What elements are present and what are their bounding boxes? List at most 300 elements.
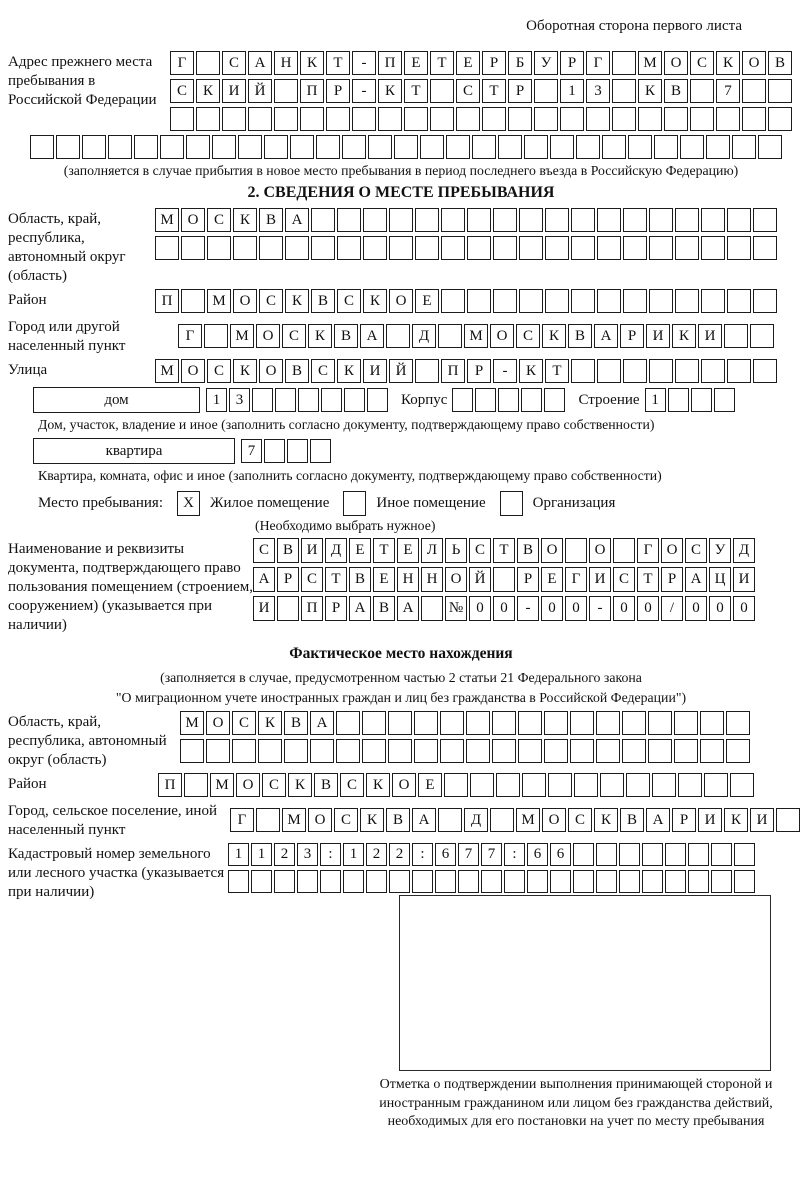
char-cell[interactable]: [652, 773, 676, 797]
char-cell[interactable]: [435, 870, 456, 893]
char-cell[interactable]: Д: [325, 538, 347, 563]
char-cell[interactable]: И: [750, 808, 774, 832]
char-cell[interactable]: Т: [493, 538, 515, 563]
char-cell[interactable]: О: [542, 808, 566, 832]
char-cell[interactable]: [466, 739, 490, 763]
char-cell[interactable]: [320, 870, 341, 893]
char-cell[interactable]: Р: [620, 324, 644, 348]
char-cell[interactable]: С: [207, 359, 231, 383]
char-cell[interactable]: [524, 135, 548, 159]
char-cell[interactable]: 6: [550, 843, 571, 866]
char-cell[interactable]: С: [222, 51, 246, 75]
char-cell[interactable]: [550, 135, 574, 159]
char-cell[interactable]: [724, 324, 748, 348]
char-cell[interactable]: В: [259, 208, 283, 232]
char-cell[interactable]: О: [445, 567, 467, 592]
char-cell[interactable]: Р: [467, 359, 491, 383]
char-cell[interactable]: С: [469, 538, 491, 563]
char-cell[interactable]: Е: [415, 289, 439, 313]
actual-region-row-1[interactable]: [180, 711, 750, 735]
char-cell[interactable]: [545, 236, 569, 260]
char-cell[interactable]: Р: [277, 567, 299, 592]
char-cell[interactable]: У: [709, 538, 731, 563]
char-cell[interactable]: [571, 236, 595, 260]
char-cell[interactable]: [649, 289, 673, 313]
char-cell[interactable]: [550, 870, 571, 893]
char-cell[interactable]: [458, 870, 479, 893]
char-cell[interactable]: [404, 107, 428, 131]
char-cell[interactable]: [600, 773, 624, 797]
char-cell[interactable]: С: [262, 773, 286, 797]
char-cell[interactable]: М: [207, 289, 231, 313]
char-cell[interactable]: П: [158, 773, 182, 797]
char-cell[interactable]: [481, 870, 502, 893]
char-cell[interactable]: [467, 208, 491, 232]
char-cell[interactable]: К: [258, 711, 282, 735]
char-cell[interactable]: [212, 135, 236, 159]
char-cell[interactable]: [648, 739, 672, 763]
char-cell[interactable]: И: [733, 567, 755, 592]
char-cell[interactable]: К: [233, 359, 257, 383]
char-cell[interactable]: [316, 135, 340, 159]
char-cell[interactable]: С: [301, 567, 323, 592]
char-cell[interactable]: [290, 135, 314, 159]
char-cell[interactable]: К: [366, 773, 390, 797]
char-cell[interactable]: [388, 711, 412, 735]
char-cell[interactable]: [446, 135, 470, 159]
char-cell[interactable]: Н: [397, 567, 419, 592]
char-cell[interactable]: [570, 711, 594, 735]
char-cell[interactable]: Д: [412, 324, 436, 348]
char-cell[interactable]: 1: [228, 843, 249, 866]
char-cell[interactable]: Т: [373, 538, 395, 563]
char-cell[interactable]: [258, 739, 282, 763]
char-cell[interactable]: [82, 135, 106, 159]
district-row[interactable]: [155, 289, 777, 313]
char-cell[interactable]: С: [311, 359, 335, 383]
char-cell[interactable]: Ь: [445, 538, 467, 563]
char-cell[interactable]: [274, 79, 298, 103]
char-cell[interactable]: 0: [709, 596, 731, 621]
char-cell[interactable]: [576, 135, 600, 159]
char-cell[interactable]: М: [180, 711, 204, 735]
char-cell[interactable]: [508, 107, 532, 131]
char-cell[interactable]: [441, 289, 465, 313]
char-cell[interactable]: [742, 107, 766, 131]
char-cell[interactable]: [284, 739, 308, 763]
apartment-type-box[interactable]: [33, 438, 235, 464]
apartment-number-cells[interactable]: [241, 439, 331, 463]
char-cell[interactable]: [691, 388, 712, 412]
char-cell[interactable]: [222, 107, 246, 131]
char-cell[interactable]: Г: [178, 324, 202, 348]
char-cell[interactable]: [612, 107, 636, 131]
char-cell[interactable]: [701, 208, 725, 232]
char-cell[interactable]: [596, 843, 617, 866]
char-cell[interactable]: [498, 388, 519, 412]
char-cell[interactable]: [108, 135, 132, 159]
char-cell[interactable]: С: [259, 289, 283, 313]
char-cell[interactable]: В: [620, 808, 644, 832]
char-cell[interactable]: В: [277, 538, 299, 563]
char-cell[interactable]: К: [716, 51, 740, 75]
char-cell[interactable]: Г: [586, 51, 610, 75]
char-cell[interactable]: А: [248, 51, 272, 75]
house-number-cells[interactable]: [206, 388, 388, 412]
char-cell[interactable]: У: [534, 51, 558, 75]
char-cell[interactable]: М: [282, 808, 306, 832]
char-cell[interactable]: Е: [397, 538, 419, 563]
char-cell[interactable]: В: [311, 289, 335, 313]
street-row[interactable]: [155, 359, 777, 383]
char-cell[interactable]: 7: [716, 79, 740, 103]
char-cell[interactable]: О: [661, 538, 683, 563]
char-cell[interactable]: [456, 107, 480, 131]
char-cell[interactable]: [675, 289, 699, 313]
char-cell[interactable]: -: [589, 596, 611, 621]
char-cell[interactable]: [586, 107, 610, 131]
char-cell[interactable]: 0: [469, 596, 491, 621]
char-cell[interactable]: 0: [613, 596, 635, 621]
char-cell[interactable]: [690, 79, 714, 103]
char-cell[interactable]: Е: [373, 567, 395, 592]
char-cell[interactable]: [285, 236, 309, 260]
char-cell[interactable]: [363, 208, 387, 232]
char-cell[interactable]: А: [310, 711, 334, 735]
char-cell[interactable]: К: [363, 289, 387, 313]
char-cell[interactable]: [196, 107, 220, 131]
char-cell[interactable]: [336, 739, 360, 763]
char-cell[interactable]: Й: [389, 359, 413, 383]
char-cell[interactable]: [337, 236, 361, 260]
char-cell[interactable]: О: [259, 359, 283, 383]
char-cell[interactable]: [412, 870, 433, 893]
char-cell[interactable]: Т: [545, 359, 569, 383]
korpus-cells[interactable]: [452, 388, 565, 412]
char-cell[interactable]: [623, 359, 647, 383]
char-cell[interactable]: М: [516, 808, 540, 832]
actual-district-row[interactable]: [158, 773, 754, 797]
char-cell[interactable]: [207, 236, 231, 260]
char-cell[interactable]: [688, 843, 709, 866]
char-cell[interactable]: [415, 208, 439, 232]
char-cell[interactable]: №: [445, 596, 467, 621]
char-cell[interactable]: [565, 538, 587, 563]
char-cell[interactable]: [527, 870, 548, 893]
char-cell[interactable]: К: [300, 51, 324, 75]
char-cell[interactable]: [597, 208, 621, 232]
char-cell[interactable]: [573, 843, 594, 866]
char-cell[interactable]: В: [568, 324, 592, 348]
char-cell[interactable]: [475, 388, 496, 412]
char-cell[interactable]: [326, 107, 350, 131]
char-cell[interactable]: [701, 289, 725, 313]
char-cell[interactable]: [571, 359, 595, 383]
char-cell[interactable]: [181, 236, 205, 260]
char-cell[interactable]: [274, 107, 298, 131]
char-cell[interactable]: Р: [508, 79, 532, 103]
char-cell[interactable]: 6: [435, 843, 456, 866]
char-cell[interactable]: Е: [456, 51, 480, 75]
char-cell[interactable]: [204, 324, 228, 348]
char-cell[interactable]: О: [233, 289, 257, 313]
char-cell[interactable]: 1: [206, 388, 227, 412]
char-cell[interactable]: [753, 236, 777, 260]
char-cell[interactable]: [622, 711, 646, 735]
char-cell[interactable]: В: [284, 711, 308, 735]
char-cell[interactable]: Р: [517, 567, 539, 592]
char-cell[interactable]: [287, 439, 308, 463]
char-cell[interactable]: В: [768, 51, 792, 75]
char-cell[interactable]: [362, 711, 386, 735]
char-cell[interactable]: К: [233, 208, 257, 232]
char-cell[interactable]: М: [155, 359, 179, 383]
char-cell[interactable]: [700, 711, 724, 735]
char-cell[interactable]: О: [308, 808, 332, 832]
char-cell[interactable]: [571, 289, 595, 313]
char-cell[interactable]: О: [389, 289, 413, 313]
organization-checkbox[interactable]: [500, 491, 523, 516]
char-cell[interactable]: [180, 739, 204, 763]
char-cell[interactable]: С: [232, 711, 256, 735]
char-cell[interactable]: [534, 107, 558, 131]
char-cell[interactable]: [706, 135, 730, 159]
char-cell[interactable]: 0: [685, 596, 707, 621]
char-cell[interactable]: [642, 870, 663, 893]
char-cell[interactable]: К: [519, 359, 543, 383]
char-cell[interactable]: Г: [637, 538, 659, 563]
char-cell[interactable]: [753, 289, 777, 313]
char-cell[interactable]: [626, 773, 650, 797]
char-cell[interactable]: П: [155, 289, 179, 313]
char-cell[interactable]: [638, 107, 662, 131]
char-cell[interactable]: [664, 107, 688, 131]
char-cell[interactable]: [597, 289, 621, 313]
char-cell[interactable]: К: [638, 79, 662, 103]
char-cell[interactable]: Н: [421, 567, 443, 592]
char-cell[interactable]: [574, 773, 598, 797]
char-cell[interactable]: Р: [672, 808, 696, 832]
char-cell[interactable]: [386, 324, 410, 348]
char-cell[interactable]: -: [517, 596, 539, 621]
char-cell[interactable]: Т: [326, 51, 350, 75]
previous-address-row-3[interactable]: [170, 107, 792, 131]
char-cell[interactable]: [414, 739, 438, 763]
char-cell[interactable]: [612, 79, 636, 103]
char-cell[interactable]: [344, 388, 365, 412]
char-cell[interactable]: О: [589, 538, 611, 563]
char-cell[interactable]: И: [253, 596, 275, 621]
cadastral-row-1[interactable]: [228, 843, 755, 866]
char-cell[interactable]: [264, 439, 285, 463]
char-cell[interactable]: К: [288, 773, 312, 797]
char-cell[interactable]: [665, 870, 686, 893]
char-cell[interactable]: [430, 79, 454, 103]
char-cell[interactable]: 6: [527, 843, 548, 866]
char-cell[interactable]: 2: [366, 843, 387, 866]
char-cell[interactable]: С: [334, 808, 358, 832]
char-cell[interactable]: [596, 711, 620, 735]
char-cell[interactable]: [732, 135, 756, 159]
char-cell[interactable]: [367, 388, 388, 412]
char-cell[interactable]: [711, 870, 732, 893]
city-row[interactable]: [178, 324, 774, 348]
char-cell[interactable]: [734, 870, 755, 893]
char-cell[interactable]: А: [349, 596, 371, 621]
char-cell[interactable]: 7: [481, 843, 502, 866]
char-cell[interactable]: [519, 236, 543, 260]
char-cell[interactable]: [311, 236, 335, 260]
char-cell[interactable]: [56, 135, 80, 159]
char-cell[interactable]: С: [568, 808, 592, 832]
char-cell[interactable]: Т: [482, 79, 506, 103]
char-cell[interactable]: [675, 208, 699, 232]
char-cell[interactable]: [727, 359, 751, 383]
previous-address-row-1[interactable]: [170, 51, 792, 75]
char-cell[interactable]: [648, 711, 672, 735]
char-cell[interactable]: [259, 236, 283, 260]
char-cell[interactable]: В: [349, 567, 371, 592]
char-cell[interactable]: О: [541, 538, 563, 563]
char-cell[interactable]: Й: [469, 567, 491, 592]
char-cell[interactable]: В: [314, 773, 338, 797]
char-cell[interactable]: -: [493, 359, 517, 383]
region-row-2[interactable]: [155, 236, 777, 260]
char-cell[interactable]: [196, 51, 220, 75]
char-cell[interactable]: 1: [251, 843, 272, 866]
char-cell[interactable]: [680, 135, 704, 159]
previous-address-row-2[interactable]: [170, 79, 792, 103]
char-cell[interactable]: 2: [274, 843, 295, 866]
region-row-1[interactable]: [155, 208, 777, 232]
char-cell[interactable]: 3: [297, 843, 318, 866]
char-cell[interactable]: В: [334, 324, 358, 348]
char-cell[interactable]: [389, 208, 413, 232]
char-cell[interactable]: [493, 208, 517, 232]
char-cell[interactable]: 0: [493, 596, 515, 621]
char-cell[interactable]: Ц: [709, 567, 731, 592]
char-cell[interactable]: [493, 289, 517, 313]
char-cell[interactable]: [368, 135, 392, 159]
char-cell[interactable]: [548, 773, 572, 797]
char-cell[interactable]: И: [222, 79, 246, 103]
char-cell[interactable]: А: [397, 596, 419, 621]
char-cell[interactable]: А: [646, 808, 670, 832]
char-cell[interactable]: [596, 739, 620, 763]
char-cell[interactable]: И: [646, 324, 670, 348]
char-cell[interactable]: [623, 236, 647, 260]
char-cell[interactable]: [492, 711, 516, 735]
char-cell[interactable]: [438, 808, 462, 832]
char-cell[interactable]: [776, 808, 800, 832]
char-cell[interactable]: Е: [541, 567, 563, 592]
char-cell[interactable]: [452, 388, 473, 412]
char-cell[interactable]: [714, 388, 735, 412]
char-cell[interactable]: И: [698, 808, 722, 832]
char-cell[interactable]: [711, 843, 732, 866]
char-cell[interactable]: Д: [464, 808, 488, 832]
char-cell[interactable]: О: [742, 51, 766, 75]
char-cell[interactable]: [414, 711, 438, 735]
char-cell[interactable]: [252, 388, 273, 412]
char-cell[interactable]: [612, 51, 636, 75]
char-cell[interactable]: Р: [661, 567, 683, 592]
char-cell[interactable]: С: [456, 79, 480, 103]
char-cell[interactable]: В: [517, 538, 539, 563]
actual-region-row-2[interactable]: [180, 739, 750, 763]
char-cell[interactable]: :: [412, 843, 433, 866]
char-cell[interactable]: С: [516, 324, 540, 348]
char-cell[interactable]: [688, 870, 709, 893]
char-cell[interactable]: [275, 388, 296, 412]
char-cell[interactable]: [170, 107, 194, 131]
char-cell[interactable]: О: [181, 208, 205, 232]
char-cell[interactable]: [264, 135, 288, 159]
char-cell[interactable]: Й: [248, 79, 272, 103]
char-cell[interactable]: [160, 135, 184, 159]
char-cell[interactable]: 3: [229, 388, 250, 412]
char-cell[interactable]: [389, 870, 410, 893]
char-cell[interactable]: [440, 739, 464, 763]
char-cell[interactable]: [573, 870, 594, 893]
char-cell[interactable]: [534, 79, 558, 103]
char-cell[interactable]: Р: [560, 51, 584, 75]
char-cell[interactable]: [675, 359, 699, 383]
char-cell[interactable]: [727, 236, 751, 260]
char-cell[interactable]: [734, 843, 755, 866]
char-cell[interactable]: [544, 711, 568, 735]
char-cell[interactable]: [704, 773, 728, 797]
char-cell[interactable]: [363, 236, 387, 260]
char-cell[interactable]: [519, 289, 543, 313]
char-cell[interactable]: [701, 359, 725, 383]
actual-city-row[interactable]: [230, 808, 800, 832]
char-cell[interactable]: [750, 324, 774, 348]
char-cell[interactable]: [251, 870, 272, 893]
char-cell[interactable]: П: [378, 51, 402, 75]
char-cell[interactable]: О: [206, 711, 230, 735]
char-cell[interactable]: Р: [482, 51, 506, 75]
char-cell[interactable]: [613, 538, 635, 563]
char-cell[interactable]: [321, 388, 342, 412]
char-cell[interactable]: :: [320, 843, 341, 866]
char-cell[interactable]: [623, 208, 647, 232]
char-cell[interactable]: К: [672, 324, 696, 348]
char-cell[interactable]: [186, 135, 210, 159]
char-cell[interactable]: Р: [325, 596, 347, 621]
char-cell[interactable]: [470, 773, 494, 797]
char-cell[interactable]: [768, 79, 792, 103]
char-cell[interactable]: [181, 289, 205, 313]
char-cell[interactable]: [619, 870, 640, 893]
char-cell[interactable]: [560, 107, 584, 131]
char-cell[interactable]: [493, 567, 515, 592]
char-cell[interactable]: [674, 711, 698, 735]
char-cell[interactable]: [232, 739, 256, 763]
char-cell[interactable]: [310, 439, 331, 463]
char-cell[interactable]: Л: [421, 538, 443, 563]
cadastral-row-2[interactable]: [228, 870, 755, 893]
char-cell[interactable]: 3: [586, 79, 610, 103]
char-cell[interactable]: [415, 236, 439, 260]
char-cell[interactable]: М: [210, 773, 234, 797]
char-cell[interactable]: [768, 107, 792, 131]
char-cell[interactable]: [623, 289, 647, 313]
char-cell[interactable]: [674, 739, 698, 763]
char-cell[interactable]: Н: [274, 51, 298, 75]
char-cell[interactable]: К: [196, 79, 220, 103]
char-cell[interactable]: 7: [241, 439, 262, 463]
